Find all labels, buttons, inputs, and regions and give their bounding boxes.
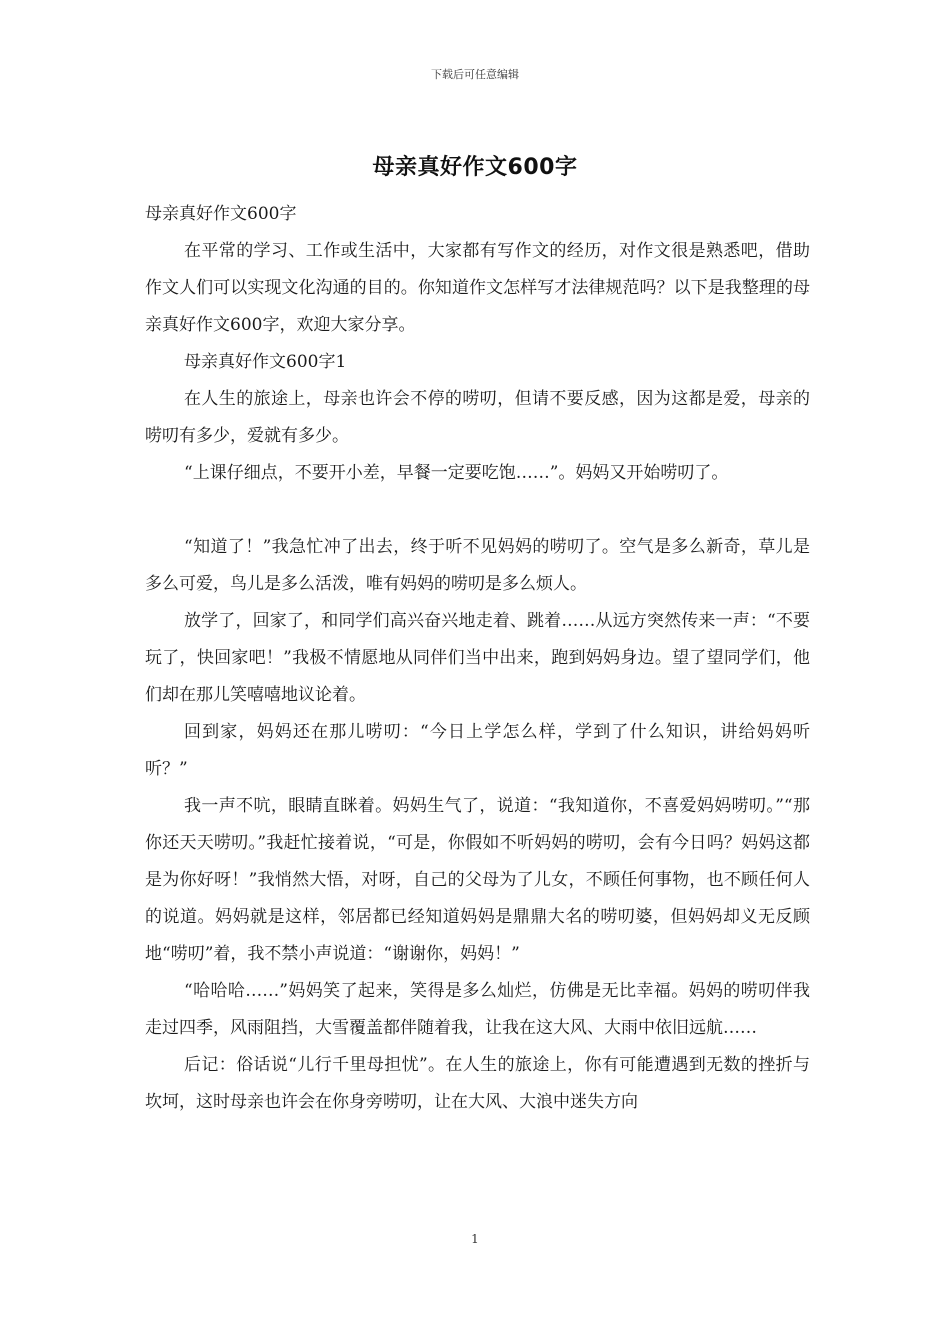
paragraph: “知道了！”我急忙冲了出去，终于听不见妈妈的唠叨了。空气是多么新奇，草儿是多么可爱，鸟儿是多么活泼，唯有妈妈的唠叨是多么烦人。 <box>145 537 810 594</box>
document-title: 母亲真好作文600字 <box>372 155 578 180</box>
paragraph-intro: 在平常的学习、工作或生活中，大家都有写作文的经历，对作文很是熟悉吧，借助作文人们可以实现文化沟通的目的。你知道作文怎样写才法律规范吗？以下是我整理的母亲真好作文600字，欢迎大家分享。 <box>145 241 810 335</box>
paragraph: 回到家，妈妈还在那儿唠叨：“今日上学怎么样，学到了什么知识，讲给妈妈听听？” <box>145 722 810 779</box>
paragraph: 在人生的旅途上，母亲也许会不停的唠叨，但请不要反感，因为这都是爱，母亲的唠叨有多少，爱就有多少。 <box>145 389 810 446</box>
paragraph: “上课仔细点，不要开小差，早餐一定要吃饱……”。妈妈又开始唠叨了。 <box>184 463 729 483</box>
section-heading: 母亲真好作文600字1 <box>184 352 347 372</box>
paragraph: “哈哈哈……”妈妈笑了起来，笑得是多么灿烂，仿佛是无比幸福。妈妈的唠叨伴我走过四季，风雨阻挡，大雪覆盖都伴随着我，让我在这大风、大雨中依旧远航…… <box>145 981 810 1038</box>
paragraph: 我一声不吭，眼睛直眯着。妈妈生气了，说道：“我知道你，不喜爱妈妈唠叨。”“那你还天天唠叨。”我赶忙接着说，“可是，你假如不听妈妈的唠叨，会有今日吗？妈妈这都是为你好呀！”我悄然大悟，对呀，自己的父母为了儿女，不顾任何事物，也不顾任何人的说道。妈妈就是这样，邻居都已经知道妈妈是鼎鼎大名的唠叨婆，但妈妈却义无反顾地“唠叨”着，我不禁小声说道：“谢谢你，妈妈！” <box>145 796 810 964</box>
paragraph: 后记：俗话说“儿行千里母担忧”。在人生的旅途上，你有可能遭遇到无数的挫折与坎坷，这时母亲也许会在你身旁唠叨，让在大风、大浪中迷失方向 <box>145 1055 810 1112</box>
header-note: 下载后可任意编辑 <box>431 68 519 81</box>
blank-line <box>145 492 810 529</box>
page-number: 1 <box>471 1232 479 1246</box>
document-body <box>145 196 810 1121</box>
paragraph: 放学了，回家了，和同学们高兴奋兴地走着、跳着……从远方突然传来一声：“不要玩了，快回家吧！”我极不情愿地从同伴们当中出来，跑到妈妈身边。望了望同学们，他们却在那儿笑嘻嘻地议论着。 <box>145 611 810 705</box>
paragraph-subtitle: 母亲真好作文600字 <box>145 204 297 224</box>
